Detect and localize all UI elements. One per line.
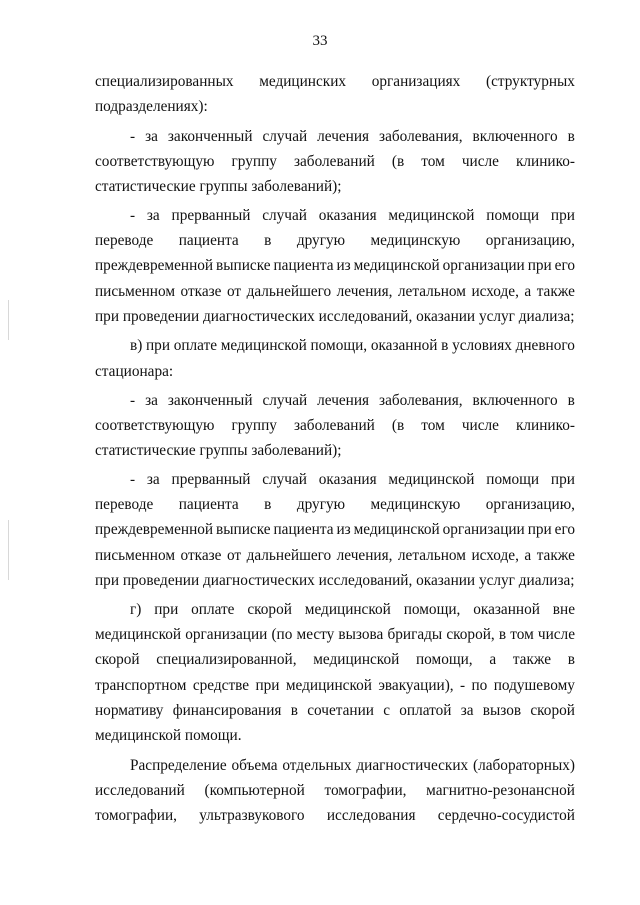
text-word: группу [231,417,277,434]
text-word: в [567,651,575,668]
text-word: включенного [472,128,558,145]
scan-edge-mark [8,300,9,340]
text-word: заболевания, [379,128,463,145]
text-word: подушевому [493,677,575,694]
text-word: помощи, [403,601,461,618]
text-word: оказанной [370,337,438,354]
text-word: за [145,392,158,409]
text-word: вызов [482,702,522,719]
text-word: заболевания, [379,392,463,409]
text-word: а [524,283,532,300]
text-word: - [130,207,136,224]
text-word: оплате [173,337,218,354]
text-word: диагностических [356,757,469,774]
text-word: скорой, [446,626,495,643]
text-word: исходе, [471,547,519,564]
text-word: случай [262,128,308,145]
text-word: медицинской [220,337,307,354]
text-word: исходе, [471,283,519,300]
text-word: при [255,677,280,694]
text-word: пациента [178,496,239,513]
text-word: в [290,702,298,719]
text-word: исследования [326,807,416,824]
text-line [95,307,575,327]
text-word: (лабораторных) [473,757,575,774]
text-word: - [130,392,136,409]
text-word: в [264,232,272,249]
text-word: при [527,257,552,274]
text-line [130,756,575,776]
text-word: из [336,257,351,274]
text-word: клинико- [515,153,575,170]
text-word: том [510,626,534,643]
text-word: при проведении диагностических исследований, оказании услуг диализа; [95,572,575,589]
text-word: включенного [472,392,558,409]
text-word: прерванный [171,207,251,224]
text-word: пациента [178,232,239,249]
text-line [130,127,575,147]
text-word: специализированных [95,73,234,90]
text-word: при [550,207,575,224]
text-word: законченный [167,392,253,409]
text-word: помощи [486,471,540,488]
text-word: медицинской [353,521,440,538]
text-word: заболеваний [293,417,375,434]
text-word: бригады [387,626,443,643]
text-word: Распределение [130,757,227,774]
text-word: оказания [318,207,377,224]
text-word: организациях [371,73,461,90]
text-word: из [336,521,351,538]
text-word: подразделениях): [95,98,208,115]
text-word: в [441,337,449,354]
text-word: г) [130,601,142,618]
text-word: преждевременной [95,521,214,538]
text-word: переводе [95,496,154,513]
text-line [95,806,575,826]
text-word: (по [271,626,293,643]
text-word: пациента [273,521,334,538]
text-word: с [383,702,390,719]
text-line [95,177,575,197]
text-word: медицинской [388,207,475,224]
text-word: дальнейшего [246,547,332,564]
text-word: - [460,677,466,694]
text-word: также [536,283,575,300]
text-word: в [498,626,507,643]
text-word: числе [537,626,575,643]
text-word: (компьютерной [204,782,305,799]
text-word: при [550,471,575,488]
text-word: медицинскую [370,496,461,513]
text-word: в [567,128,575,145]
text-word: медицинской [285,677,372,694]
text-word: выписке [216,257,271,274]
text-word: письменном [95,283,176,300]
text-line [95,676,575,696]
text-line [130,600,575,620]
text-line [95,97,575,117]
text-line [130,336,575,356]
text-word: медицинской [95,626,182,643]
text-word: соответствующую [95,153,215,170]
text-word: томографии, [324,782,407,799]
text-word: медицинских [259,73,347,90]
text-word: от [226,547,242,564]
text-word: оплате [191,601,235,618]
text-line [95,546,575,566]
text-word: случай [262,207,307,224]
text-word: числе [461,153,499,170]
text-word: эвакуации), [378,677,454,694]
text-line [95,362,575,382]
text-word: вызова [338,626,384,643]
text-word: лечения, [336,547,393,564]
text-word: медицинской [304,601,391,618]
text-word: преждевременной [95,257,214,274]
text-word: при [154,601,179,618]
text-word: дальнейшего [246,283,332,300]
text-word: также [536,547,575,564]
text-word: клинико- [515,417,575,434]
text-word: оплатой [399,702,452,719]
text-word: прерванный [171,471,251,488]
text-word: финансирования [172,702,282,719]
text-word: лечения, [336,283,393,300]
text-word: статистические группы заболеваний); [95,442,342,459]
text-word: исследований [95,782,185,799]
text-word: статистические группы заболеваний); [95,178,342,195]
text-word: медицинской [313,651,400,668]
text-word: от [226,283,242,300]
text-word: также [512,651,552,668]
text-word: (в [391,153,405,170]
text-word: скорой [247,601,292,618]
text-line [130,470,575,490]
text-word: вне [552,601,575,618]
text-word: при проведении диагностических исследований, оказании услуг диализа; [95,308,575,325]
text-word: а [524,547,532,564]
text-line [95,625,575,645]
text-word: средстве [192,677,250,694]
text-word: томографии, [95,807,177,824]
text-line [95,520,575,540]
text-word: скорой [95,651,140,668]
text-word: летальном [397,547,466,564]
text-word: (в [391,417,405,434]
text-word: летальном [397,283,466,300]
text-word: организации [442,521,525,538]
text-word: помощи [486,207,540,224]
text-word: соответствующую [95,417,215,434]
text-word: том [421,153,445,170]
text-word: его [554,521,575,538]
text-line [95,282,575,302]
text-line [130,391,575,411]
text-word: дневного [515,337,575,354]
page-number: 33 [312,33,328,49]
text-word: лечения [317,128,370,145]
text-line [95,781,575,801]
text-word: за [146,471,160,488]
text-word: отказе [180,547,222,564]
text-word: (структурных [485,73,575,90]
text-word: организацию, [485,496,575,513]
text-word: случай [262,471,307,488]
text-word: в) [130,337,143,354]
scan-edge-mark [8,520,9,580]
text-word: при [527,521,552,538]
text-line [95,416,575,436]
text-line [95,231,575,251]
text-word: лечения [317,392,370,409]
text-line [130,206,575,226]
text-word: медицинской [353,257,440,274]
text-word: объема [231,757,278,774]
text-word: а [489,651,497,668]
text-word: - [130,471,136,488]
text-word: транспортном [95,677,187,694]
text-word: законченный [167,128,253,145]
text-word: в [264,496,272,513]
text-word: организацию, [485,232,575,249]
text-word: - [130,128,136,145]
text-word: оказания [318,471,377,488]
text-word: помощи, [415,651,473,668]
text-word: за [145,128,158,145]
text-word: условиях [452,337,512,354]
text-word: пациента [273,257,334,274]
text-word: медицинской [388,471,475,488]
text-word: оказанной [473,601,540,618]
text-word: его [554,257,575,274]
text-word: группу [231,153,277,170]
text-word: медицинскую [370,232,461,249]
text-word: другую [296,496,346,513]
text-word: магнитно-резонансной [426,782,575,799]
text-word: медицинской помощи. [95,727,242,744]
text-line [95,256,575,276]
text-word: нормативу [95,702,164,719]
text-word: по [471,677,488,694]
text-word: за [146,207,160,224]
text-word: отдельных [282,757,352,774]
text-word: том [421,417,445,434]
text-word: помощи, [310,337,368,354]
text-word: организации [185,626,268,643]
text-line [95,726,575,746]
text-word: за [460,702,474,719]
text-word: случай [262,392,308,409]
text-line [95,650,575,670]
text-line [95,701,575,721]
text-word: специализированной, [156,651,297,668]
text-word: числе [461,417,499,434]
text-word: организации [442,257,525,274]
text-word: отказе [180,283,222,300]
text-word: скорой [530,702,575,719]
text-word: сочетании [307,702,374,719]
text-word: при [146,337,171,354]
text-line [95,152,575,172]
text-word: другую [296,232,346,249]
text-line [95,571,575,591]
text-line [95,495,575,515]
text-word: в [567,392,575,409]
text-line [95,441,575,461]
text-line [95,72,575,92]
text-word: месту [296,626,335,643]
text-word: переводе [95,232,154,249]
text-word: стационара: [95,363,174,380]
text-word: письменном [95,547,176,564]
text-word: сердечно-сосудистой [437,807,575,824]
text-word: выписке [216,521,271,538]
text-word: ультразвукового [199,807,305,824]
text-word: заболеваний [293,153,375,170]
